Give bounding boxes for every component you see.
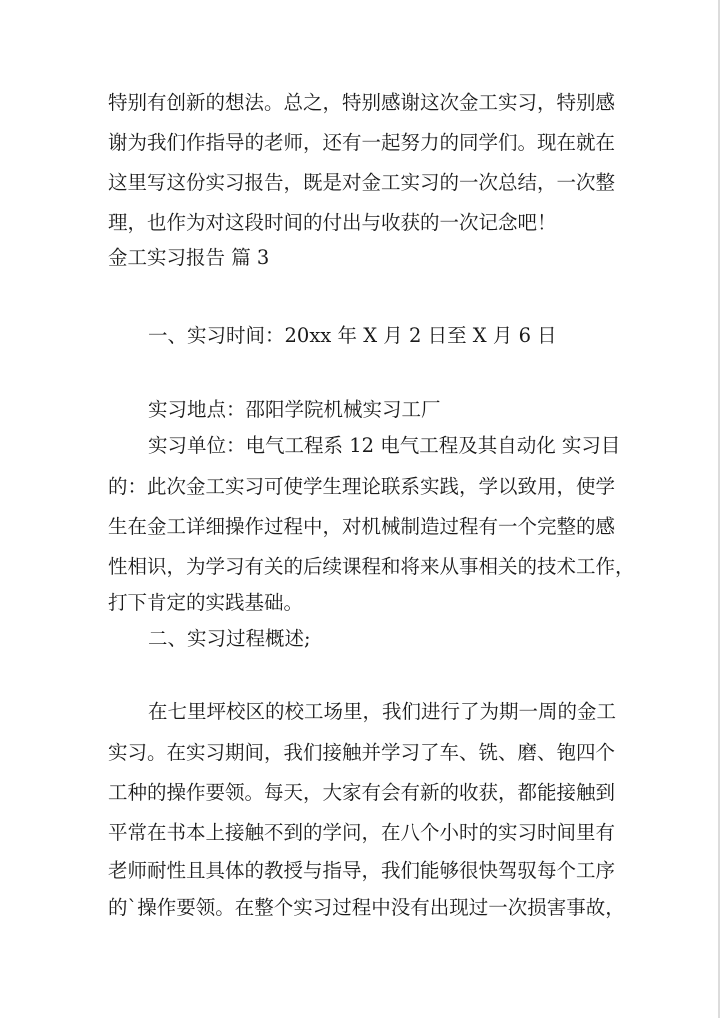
paragraph-line: 理，也作为对这段时间的付出与收获的一次记念吧！ xyxy=(108,211,557,234)
paragraph-line: 打下肯定的实践基础。 xyxy=(108,591,304,614)
paragraph-line: 特别有创新的想法。总之，特别感谢这次金工实习，特别感 xyxy=(108,91,616,114)
paragraph-line: 的`操作要领。在整个实习过程中没有出现过一次损害事故， xyxy=(108,896,625,919)
paragraph-line: 实习。在实习期间，我们接触并学习了车、铣、磨、铇四个 xyxy=(108,741,616,764)
paragraph-line: 老师耐性且具体的教授与指导，我们能够很快驾驭每个工序 xyxy=(108,859,616,882)
paragraph-line: 性相识，为学习有关的后续课程和将来从事相关的技术工作， xyxy=(108,555,635,578)
place-line: 实习地点：邵阳学院机械实习工厂 xyxy=(148,398,441,421)
time-line: 一、实习时间：20xx 年 X 月 2 日至 X 月 6 日 xyxy=(148,324,557,347)
paragraph-line: 谢为我们作指导的老师，还有一起努力的同学们。现在就在 xyxy=(108,131,616,154)
paragraph-line: 在七里坪校区的校工场里，我们进行了为期一周的金工 xyxy=(148,700,617,723)
section-title: 金工实习报告 篇 3 xyxy=(108,246,270,269)
paragraph-line: 工种的操作要领。每天，大家有会有新的收获，都能接触到 xyxy=(108,781,616,804)
paragraph-line: 平常在书本上接触不到的学问，在八个小时的实习时间里有 xyxy=(108,821,616,844)
paragraph-line: 生在金工详细操作过程中，对机械制造过程有一个完整的感 xyxy=(108,515,616,538)
paragraph-line: 实习单位：电气工程系 12 电气工程及其自动化 实习目 xyxy=(148,434,621,457)
paragraph-line: 这里写这份实习报告，既是对金工实习的一次总结，一次整 xyxy=(108,171,616,194)
paragraph-line: 的：此次金工实习可使学生理论联系实践，学以致用，使学 xyxy=(108,475,616,498)
process-heading: 二、实习过程概述; xyxy=(148,627,311,650)
